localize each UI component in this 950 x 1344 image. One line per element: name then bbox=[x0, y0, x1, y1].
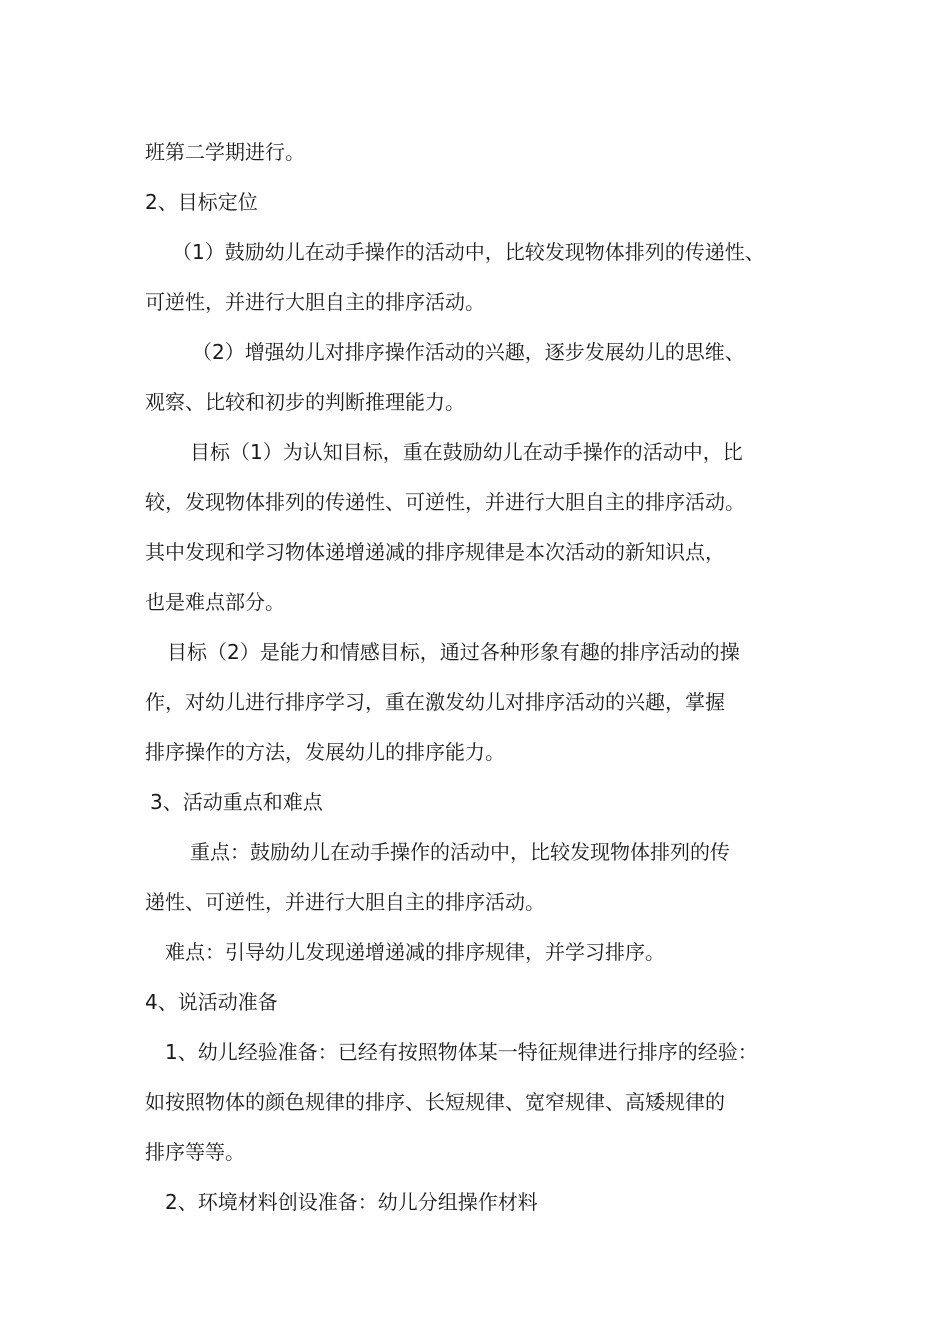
text-line: 目标（1）为认知目标，重在鼓励幼儿在动手操作的活动中，比 bbox=[190, 440, 743, 464]
text-line: （1）鼓励幼儿在动手操作的活动中，比较发现物体排列的传递性、 bbox=[172, 240, 765, 264]
text-line: 较，发现物体排列的传递性、可逆性，并进行大胆自主的排序活动。 bbox=[145, 490, 745, 514]
section-heading: 2、目标定位 bbox=[145, 190, 258, 214]
text-line: 难点：引导幼儿发现递增递减的排序规律，并学习排序。 bbox=[165, 940, 665, 964]
text-line: 递性、可逆性，并进行大胆自主的排序活动。 bbox=[145, 890, 545, 914]
text-line: 可逆性，并进行大胆自主的排序活动。 bbox=[145, 290, 485, 314]
text-line: （2）增强幼儿对排序操作活动的兴趣，逐步发展幼儿的思维、 bbox=[192, 340, 745, 364]
text-line: 其中发现和学习物体递增递减的排序规律是本次活动的新知识点， bbox=[145, 540, 725, 564]
section-heading: 3、活动重点和难点 bbox=[150, 790, 323, 814]
text-line: 排序等等。 bbox=[145, 1140, 245, 1164]
text-line: 作，对幼儿进行排序学习，重在激发幼儿对排序活动的兴趣，掌握 bbox=[145, 690, 725, 714]
text-line: 班第二学期进行。 bbox=[145, 140, 305, 164]
text-line: 目标（2）是能力和情感目标，通过各种形象有趣的排序活动的操 bbox=[167, 640, 740, 664]
text-line: 2、环境材料创设准备：幼儿分组操作材料 bbox=[165, 1190, 538, 1214]
text-line: 观察、比较和初步的判断推理能力。 bbox=[145, 390, 465, 414]
text-line: 排序操作的方法，发展幼儿的排序能力。 bbox=[145, 740, 505, 764]
text-line: 重点：鼓励幼儿在动手操作的活动中，比较发现物体排列的传 bbox=[190, 840, 730, 864]
text-line: 如按照物体的颜色规律的排序、长短规律、宽窄规律、高矮规律的 bbox=[145, 1090, 725, 1114]
text-line: 1、幼儿经验准备：已经有按照物体某一特征规律进行排序的经验： bbox=[165, 1040, 758, 1064]
section-heading: 4、说活动准备 bbox=[145, 990, 278, 1014]
text-line: 也是难点部分。 bbox=[145, 590, 285, 614]
